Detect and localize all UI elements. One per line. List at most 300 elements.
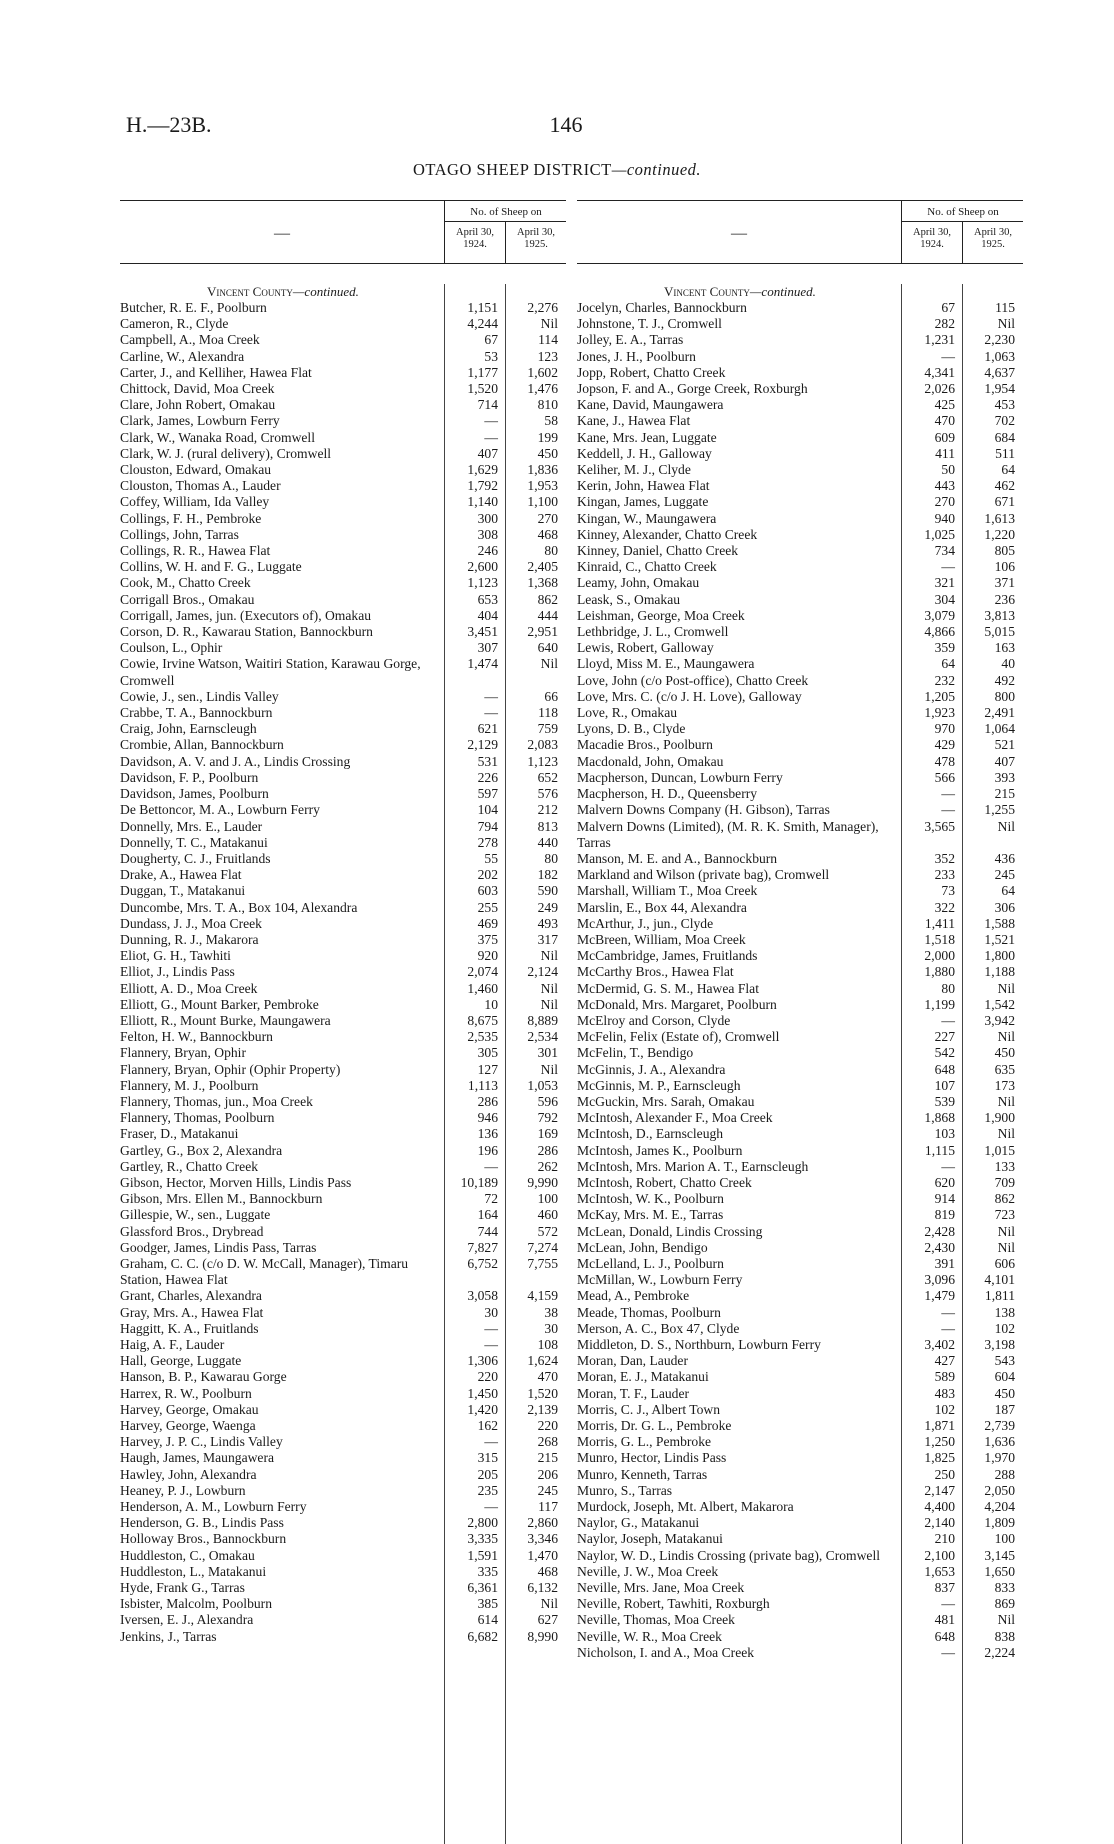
table-row: [577, 1240, 1023, 1256]
table-row: [120, 430, 566, 446]
owner-name-cell: McGuckin, Mrs. Sarah, Omakau: [577, 1093, 755, 1109]
sheep-1925-cell: 800: [994, 688, 1015, 704]
table-row: [120, 932, 566, 948]
owner-name-cell: McGinnis, M. P., Earnscleugh: [577, 1077, 741, 1093]
sheep-1924-cell: 1,306: [467, 1353, 498, 1369]
sheep-1924-cell: 2,000: [924, 948, 955, 964]
sheep-1924-cell: 621: [477, 721, 498, 737]
sheep-1924-cell: 1,880: [924, 964, 955, 980]
owner-name-cell: Glassford Bros., Drybread: [120, 1223, 264, 1239]
table-row: [120, 1467, 566, 1483]
sheep-1925-cell: 1,015: [984, 1142, 1015, 1158]
owner-name-cell: Kerin, John, Hawea Flat: [577, 478, 710, 494]
sheep-1924-cell: 391: [934, 1255, 955, 1271]
sheep-1924-cell: —: [941, 348, 955, 364]
sheep-1925-cell: 262: [537, 1158, 558, 1174]
owner-name-cell: Morris, G. L., Pembroke: [577, 1434, 712, 1450]
table-row: [120, 1110, 566, 1126]
owner-name-cell: McArthur, J., jun., Clyde: [577, 915, 714, 931]
table-row: [577, 867, 1023, 883]
sheep-1924-cell: —: [484, 429, 498, 445]
sheep-1925-cell: 2,276: [527, 300, 558, 315]
owner-name-cell: Moran, Dan, Lauder: [577, 1353, 688, 1369]
sheep-1924-cell: 597: [477, 786, 498, 802]
owner-name-cell: Keddell, J. H., Galloway: [577, 445, 712, 461]
right-table: [577, 200, 1023, 1844]
sheep-1925-cell: 1,063: [984, 348, 1015, 364]
sheep-1924-cell: 1,151: [467, 300, 498, 315]
owner-name-cell: Drake, A., Hawea Flat: [120, 867, 242, 883]
table-row: [120, 1207, 566, 1223]
sheep-1925-cell: 407: [994, 753, 1015, 769]
right-column-header: [577, 200, 1023, 264]
sheep-1924-cell: 102: [934, 1401, 955, 1417]
sheep-1925-cell: 1,188: [984, 964, 1015, 980]
table-row: [577, 1596, 1023, 1612]
left-column-header: [120, 200, 566, 264]
sheep-1924-cell: 8,675: [467, 1012, 498, 1028]
owner-name-cell: Collings, F. H., Pembroke: [120, 510, 262, 526]
sheep-1925-cell: 4,101: [984, 1272, 1015, 1288]
table-row: [577, 1110, 1023, 1126]
sheep-1925-cell: Nil: [997, 818, 1015, 834]
owner-name-cell: Flannery, Thomas, Poolburn: [120, 1110, 275, 1126]
sheep-1924-cell: 321: [934, 575, 955, 591]
sheep-1924-cell: 307: [477, 640, 498, 656]
table-row: [120, 900, 566, 916]
sheep-1925-cell: 5,015: [984, 624, 1015, 640]
sheep-1924-cell: 103: [934, 1126, 955, 1142]
sheep-1925-cell: Nil: [540, 948, 558, 964]
sheep-1924-cell: 443: [934, 478, 955, 494]
sheep-1924-cell: 278: [477, 834, 498, 850]
owner-name-cell: McIntosh, Robert, Chatto Creek: [577, 1174, 752, 1190]
sheep-1924-cell: —: [941, 1158, 955, 1174]
sheep-1925-cell: 1,650: [984, 1563, 1015, 1579]
owner-name-cell: McLelland, L. J., Poolburn: [577, 1255, 724, 1271]
owner-name-cell: Naylor, Joseph, Matakanui: [577, 1531, 723, 1547]
table-row: [120, 1094, 566, 1110]
sheep-1924-cell: —: [941, 1304, 955, 1320]
owner-name-cell: Marslin, E., Box 44, Alexandra: [577, 899, 747, 915]
sheep-1925-cell: 462: [994, 478, 1015, 494]
sheep-1924-cell: 50: [941, 462, 955, 478]
table-row: [577, 462, 1023, 478]
owner-name-cell: Morris, Dr. G. L., Pembroke: [577, 1418, 732, 1434]
sheep-1925-cell: Nil: [540, 980, 558, 996]
sheep-1925-cell: 1,520: [527, 1385, 558, 1401]
table-row: [120, 754, 566, 770]
year-1924-header: April 30, 1924.: [456, 227, 494, 250]
sheep-1925-cell: 2,860: [527, 1515, 558, 1531]
table-row: [120, 656, 566, 688]
sheep-1924-cell: 7,827: [467, 1239, 498, 1255]
owner-name-cell: McGinnis, J. A., Alexandra: [577, 1061, 726, 1077]
owner-name-cell: Collings, R. R., Hawea Flat: [120, 543, 271, 559]
table-row: [120, 494, 566, 510]
sheep-1924-cell: 235: [477, 1482, 498, 1498]
sheep-1924-cell: 107: [934, 1077, 955, 1093]
sheep-1925-cell: 199: [537, 429, 558, 445]
sheep-1925-cell: 182: [537, 867, 558, 883]
table-row: [120, 964, 566, 980]
sheep-1925-cell: 288: [994, 1466, 1015, 1482]
table-row: [577, 397, 1023, 413]
table-row: [577, 640, 1023, 656]
table-row: [120, 1450, 566, 1466]
table-row: [120, 1045, 566, 1061]
table-row: [577, 316, 1023, 332]
sheep-1924-cell: 1,518: [924, 931, 955, 947]
owner-name-cell: McCambridge, James, Fruitlands: [577, 948, 758, 964]
sheep-1925-cell: 511: [995, 445, 1015, 461]
table-row: [120, 883, 566, 899]
owner-name-cell: Lloyd, Miss M. E., Maungawera: [577, 656, 755, 672]
table-row: [120, 770, 566, 786]
table-row: [120, 559, 566, 575]
sheep-1925-cell: 133: [994, 1158, 1015, 1174]
owner-name-cell: Kingan, W., Maungawera: [577, 510, 717, 526]
table-row: [120, 1548, 566, 1564]
sheep-1924-cell: 232: [934, 672, 955, 688]
table-row: [577, 1515, 1023, 1531]
sheep-1924-cell: 6,361: [467, 1580, 498, 1596]
sheep-1925-cell: 6,132: [527, 1580, 558, 1596]
sheep-1924-cell: 531: [477, 753, 498, 769]
owner-name-cell: Hall, George, Luggate: [120, 1353, 242, 1369]
table-row: [577, 1353, 1023, 1369]
sheep-1925-cell: 1,602: [527, 364, 558, 380]
owner-name-cell: Haggitt, K. A., Fruitlands: [120, 1320, 259, 1336]
owner-name-cell: McLean, Donald, Lindis Crossing: [577, 1223, 763, 1239]
sheep-1925-cell: 393: [994, 769, 1015, 785]
sheep-1925-cell: 590: [537, 883, 558, 899]
owner-name-cell: Holloway Bros., Bannockburn: [120, 1531, 287, 1547]
sheep-1925-cell: 1,588: [984, 915, 1015, 931]
county-heading: Vincent County—continued.: [207, 284, 359, 299]
sheep-1925-cell: 187: [994, 1401, 1015, 1417]
table-row: [120, 1256, 566, 1288]
table-row: [120, 802, 566, 818]
sheep-1924-cell: 3,335: [467, 1531, 498, 1547]
sheep-1925-cell: 723: [994, 1207, 1015, 1223]
table-row: [577, 1045, 1023, 1061]
sheep-1924-cell: 4,866: [924, 624, 955, 640]
sheep-1924-cell: 483: [934, 1385, 955, 1401]
sheep-1924-cell: 255: [477, 899, 498, 915]
sheep-1924-cell: —: [484, 688, 498, 704]
owner-name-cell: Kinraid, C., Chatto Creek: [577, 559, 717, 575]
owner-name-cell: Flannery, M. J., Poolburn: [120, 1077, 259, 1093]
table-row: [120, 397, 566, 413]
sheep-1924-cell: 226: [477, 769, 498, 785]
sheep-1925-cell: 1,368: [527, 575, 558, 591]
sheep-1925-cell: 2,405: [527, 559, 558, 575]
sheep-1924-cell: 1,871: [924, 1418, 955, 1434]
sheep-1925-cell: 1,624: [527, 1353, 558, 1369]
left-rows: [120, 284, 566, 1844]
owner-name-cell: Campbell, A., Moa Creek: [120, 332, 260, 348]
sheep-1925-cell: Nil: [540, 1596, 558, 1612]
table-row: [577, 349, 1023, 365]
owner-name-cell: Chittock, David, Moa Creek: [120, 381, 275, 397]
sheep-1925-cell: 444: [537, 607, 558, 623]
owner-name-cell: Munro, S., Tarras: [577, 1482, 673, 1498]
table-row: [577, 819, 1023, 851]
sheep-1925-cell: 123: [537, 348, 558, 364]
page-header: [126, 112, 1006, 142]
sheep-1924-cell: 375: [477, 931, 498, 947]
sheep-1925-cell: Nil: [997, 1126, 1015, 1142]
sheep-1924-cell: 233: [934, 867, 955, 883]
sheep-1924-cell: 653: [477, 591, 498, 607]
table-row: [577, 1629, 1023, 1645]
table-row: [577, 1580, 1023, 1596]
sheep-1924-cell: 2,600: [467, 559, 498, 575]
table-row: [120, 867, 566, 883]
table-row: [120, 835, 566, 851]
owner-name-cell: Elliott, A. D., Moa Creek: [120, 980, 258, 996]
sheep-1925-cell: Nil: [997, 316, 1015, 332]
owner-name-cell: Isbister, Malcolm, Poolburn: [120, 1596, 272, 1612]
sheep-1925-cell: 2,230: [984, 332, 1015, 348]
sheep-1924-cell: 385: [477, 1596, 498, 1612]
sheep-1925-cell: 8,889: [527, 1012, 558, 1028]
owner-name-cell: Cowie, J., sen., Lindis Valley: [120, 688, 279, 704]
table-row: [577, 948, 1023, 964]
sheep-1925-cell: 215: [537, 1450, 558, 1466]
owner-name-cell: Clark, James, Lowburn Ferry: [120, 413, 280, 429]
sheep-1925-cell: 1,470: [527, 1547, 558, 1563]
owner-name-cell: Corrigall Bros., Omakau: [120, 591, 255, 607]
sheep-1924-cell: —: [941, 1320, 955, 1336]
sheep-1925-cell: 2,050: [984, 1482, 1015, 1498]
owner-name-cell: Clark, W. J. (rural delivery), Cromwell: [120, 445, 332, 461]
owner-name-cell: Elliot, J., Lindis Pass: [120, 964, 235, 980]
owner-name-cell: Gibson, Mrs. Ellen M., Bannockburn: [120, 1191, 323, 1207]
table-row: [120, 948, 566, 964]
sheep-1924-cell: —: [941, 786, 955, 802]
owner-name-cell: Gillespie, W., sen., Luggate: [120, 1207, 271, 1223]
county-heading: Vincent County—continued.: [664, 284, 816, 299]
sheep-1924-cell: 478: [934, 753, 955, 769]
table-row: [120, 1580, 566, 1596]
owner-name-cell: Markland and Wilson (private bag), Cromwell: [577, 867, 830, 883]
owner-name-cell: Duncombe, Mrs. T. A., Box 104, Alexandra: [120, 899, 358, 915]
owner-name-cell: Cowie, Irvine Watson, Waitiri Station, Karawau Gorge, Cromwell: [120, 656, 421, 688]
sheep-1924-cell: 1,231: [924, 332, 955, 348]
sheep-1925-cell: 2,224: [984, 1644, 1015, 1660]
table-row: [577, 1564, 1023, 1580]
sheep-1925-cell: 40: [1001, 656, 1015, 672]
sheep-1924-cell: —: [941, 1644, 955, 1660]
owner-name-cell: Manson, M. E. and A., Bannockburn: [577, 850, 778, 866]
sheep-1925-cell: 2,139: [527, 1401, 558, 1417]
table-row: [120, 689, 566, 705]
sheep-1925-cell: 30: [544, 1320, 558, 1336]
sheep-1924-cell: 1,653: [924, 1563, 955, 1579]
table-row: [577, 430, 1023, 446]
table-row: [120, 478, 566, 494]
sheep-1925-cell: 138: [994, 1304, 1015, 1320]
district-title-continued: —continued.: [611, 160, 702, 179]
sheep-1925-cell: 1,970: [984, 1450, 1015, 1466]
sheep-1924-cell: 210: [934, 1531, 955, 1547]
owner-name-cell: Huddleston, L., Matakanui: [120, 1563, 267, 1579]
sheep-1924-cell: 55: [484, 850, 498, 866]
table-row: [577, 624, 1023, 640]
owner-name-cell: Henderson, G. B., Lindis Pass: [120, 1515, 284, 1531]
table-row: [577, 1191, 1023, 1207]
sheep-1925-cell: 7,274: [527, 1239, 558, 1255]
owner-name-cell: Harrex, R. W., Poolburn: [120, 1385, 252, 1401]
table-row: [577, 1029, 1023, 1045]
sheep-1924-cell: 614: [477, 1612, 498, 1628]
sheep-1924-cell: 136: [477, 1126, 498, 1142]
sheep-1925-cell: 813: [537, 818, 558, 834]
table-row: [120, 721, 566, 737]
owner-name-cell: Goodger, James, Lindis Pass, Tarras: [120, 1239, 317, 1255]
table-row: [120, 1353, 566, 1369]
sheep-1924-cell: 352: [934, 850, 955, 866]
sheep-1924-cell: 819: [934, 1207, 955, 1223]
sheep-1924-cell: 202: [477, 867, 498, 883]
sheep-1924-cell: 539: [934, 1093, 955, 1109]
sheep-1924-cell: 300: [477, 510, 498, 526]
sheep-count-group-header: No. of Sheep on: [470, 206, 542, 218]
sheep-1924-cell: 2,100: [924, 1547, 955, 1563]
sheep-1924-cell: 648: [934, 1628, 955, 1644]
table-row: [120, 1175, 566, 1191]
table-row: [577, 1126, 1023, 1142]
table-row: [120, 640, 566, 656]
table-row: [577, 446, 1023, 462]
table-row: [120, 316, 566, 332]
owner-name-cell: Hawley, John, Alexandra: [120, 1466, 257, 1482]
table-row: [120, 543, 566, 559]
table-row: [577, 997, 1023, 1013]
sheep-1924-cell: 6,682: [467, 1628, 498, 1644]
sheep-1924-cell: 4,244: [467, 316, 498, 332]
sheep-1924-cell: 920: [477, 948, 498, 964]
sheep-1925-cell: Nil: [997, 1239, 1015, 1255]
sheep-1924-cell: 603: [477, 883, 498, 899]
owner-name-cell: Kane, David, Maungawera: [577, 397, 724, 413]
sheep-1924-cell: —: [941, 802, 955, 818]
owner-name-cell: Malvern Downs Company (H. Gibson), Tarras: [577, 802, 830, 818]
sheep-1925-cell: 115: [995, 300, 1015, 315]
sheep-1925-cell: 1,476: [527, 381, 558, 397]
table-row: [577, 786, 1023, 802]
table-row: [120, 1078, 566, 1094]
owner-name-cell: Marshall, William T., Moa Creek: [577, 883, 758, 899]
sheep-1925-cell: 270: [537, 510, 558, 526]
table-row: [120, 1434, 566, 1450]
table-row: [577, 802, 1023, 818]
table-row: [120, 511, 566, 527]
table-row: [120, 1321, 566, 1337]
owner-name-cell: McFelin, T., Bendigo: [577, 1045, 694, 1061]
sheep-1924-cell: 714: [477, 397, 498, 413]
sheep-1925-cell: 4,159: [527, 1288, 558, 1304]
table-row: [120, 851, 566, 867]
sheep-1924-cell: 308: [477, 526, 498, 542]
sheep-1924-cell: 1,825: [924, 1450, 955, 1466]
sheep-1925-cell: 1,900: [984, 1110, 1015, 1126]
sheep-1925-cell: Nil: [997, 1612, 1015, 1628]
page-number: 146: [549, 112, 583, 137]
sheep-1925-cell: 118: [538, 705, 558, 721]
table-row: [577, 1467, 1023, 1483]
owner-name-cell: Macpherson, H. D., Queensberry: [577, 786, 758, 802]
owner-name-cell: Haig, A. F., Lauder: [120, 1337, 225, 1352]
table-row: [120, 575, 566, 591]
sheep-1924-cell: 425: [934, 397, 955, 413]
sheep-1925-cell: 66: [544, 688, 558, 704]
sheep-1924-cell: 1,792: [467, 478, 498, 494]
table-row: [120, 1629, 566, 1645]
table-row: [577, 559, 1023, 575]
sheep-1924-cell: 794: [477, 818, 498, 834]
table-row: [577, 932, 1023, 948]
owner-name-cell: McIntosh, W. K., Poolburn: [577, 1191, 724, 1207]
owner-name-cell: Jenkins, J., Tarras: [120, 1628, 217, 1644]
sheep-1924-cell: 335: [477, 1563, 498, 1579]
owner-name-cell: Cook, M., Chatto Creek: [120, 575, 251, 591]
table-row: [120, 592, 566, 608]
table-row: [577, 1450, 1023, 1466]
sheep-1924-cell: 286: [477, 1093, 498, 1109]
sheep-1924-cell: 1,450: [467, 1385, 498, 1401]
table-row: [577, 1499, 1023, 1515]
sheep-1925-cell: 468: [537, 1563, 558, 1579]
table-row: [577, 1531, 1023, 1547]
owner-name-cell: Morris, C. J., Albert Town: [577, 1401, 721, 1417]
owner-name-cell: Kingan, James, Luggate: [577, 494, 709, 510]
table-row: [577, 1013, 1023, 1029]
sheep-1924-cell: 53: [484, 348, 498, 364]
sheep-1925-cell: 1,800: [984, 948, 1015, 964]
owner-name-cell: Love, Mrs. C. (c/o J. H. Love), Galloway: [577, 688, 802, 704]
owner-name-cell: McIntosh, Mrs. Marion A. T., Earnscleugh: [577, 1158, 809, 1174]
sheep-1924-cell: 4,400: [924, 1499, 955, 1515]
owner-name-cell: Elliott, G., Mount Barker, Pembroke: [120, 996, 319, 1012]
table-row: [577, 900, 1023, 916]
owner-name-cell: Heaney, P. J., Lowburn: [120, 1482, 246, 1498]
owner-name-cell: Coulson, L., Ophir: [120, 640, 223, 656]
sheep-1924-cell: 589: [934, 1369, 955, 1385]
owner-name-cell: Kane, J., Hawea Flat: [577, 413, 691, 429]
sheep-1924-cell: 1,591: [467, 1547, 498, 1563]
owner-name-cell: Flannery, Thomas, jun., Moa Creek: [120, 1093, 313, 1109]
owner-name-cell: Keliher, M. J., Clyde: [577, 462, 691, 478]
table-row: [577, 981, 1023, 997]
table-row: [577, 1224, 1023, 1240]
sheep-1924-cell: 80: [941, 980, 955, 996]
sheep-1924-cell: 734: [934, 543, 955, 559]
sheep-1924-cell: 1,479: [924, 1288, 955, 1304]
owner-name-cell: Macadie Bros., Poolburn: [577, 737, 713, 753]
sheep-count-group-header: No. of Sheep on: [927, 206, 999, 218]
sheep-1924-cell: 1,140: [467, 494, 498, 510]
owner-name-cell: Corson, D. R., Kawarau Station, Bannockburn: [120, 624, 373, 640]
sheep-1925-cell: 759: [537, 721, 558, 737]
sheep-1925-cell: 58: [544, 413, 558, 429]
owner-name-cell: McBreen, William, Moa Creek: [577, 931, 746, 947]
sheep-1924-cell: 1,025: [924, 526, 955, 542]
table-row: [120, 981, 566, 997]
table-row: [577, 1434, 1023, 1450]
